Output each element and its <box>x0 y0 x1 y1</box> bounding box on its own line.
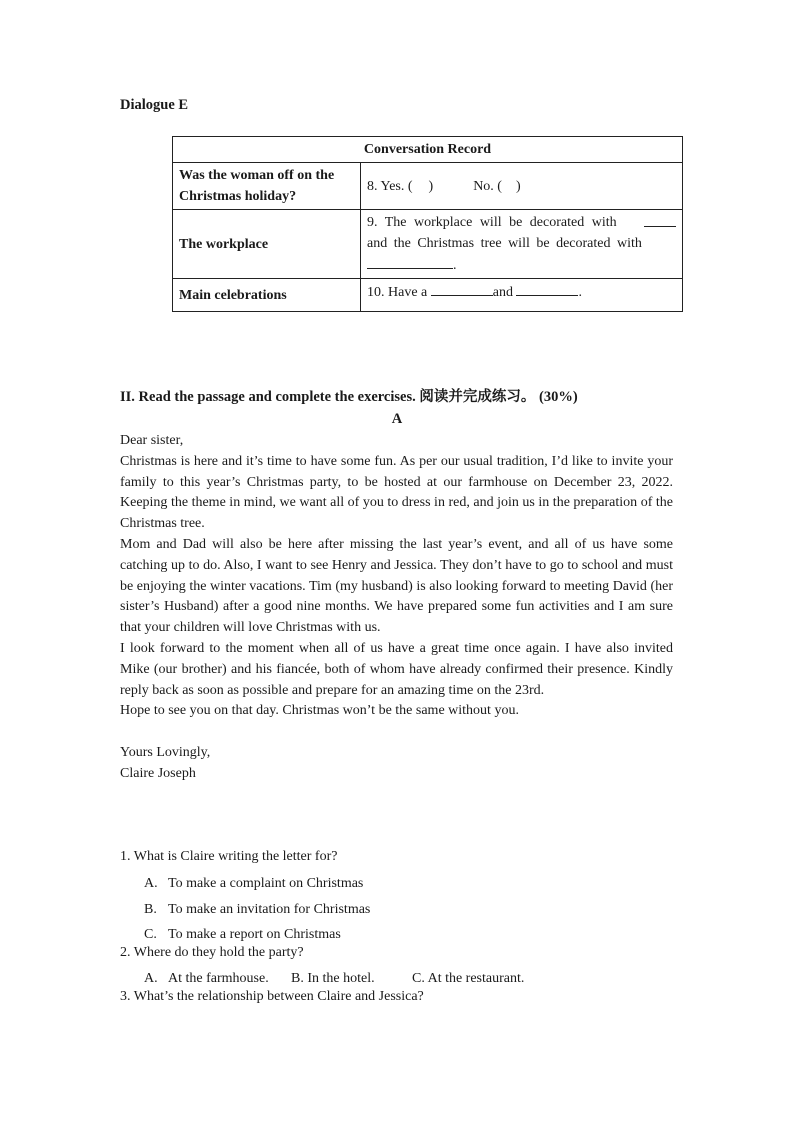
no-close-paren: ) <box>515 178 521 194</box>
row-answer-holiday <box>361 163 683 210</box>
table-row <box>173 163 683 210</box>
option-2a[interactable]: A. At the farmhouse. <box>144 970 269 986</box>
table-header-row <box>173 137 683 163</box>
questions-list <box>120 847 680 1008</box>
question-3: 3. What’s the relationship between Claire and Jessica? <box>120 988 424 1004</box>
row-label-workplace: The workplace <box>173 210 361 279</box>
letter-closing: Yours Lovingly, <box>120 744 211 760</box>
celebrations-period: . <box>578 285 582 300</box>
workplace-period: . <box>453 258 457 273</box>
option-2b[interactable]: B. In the hotel. <box>291 970 375 986</box>
question-1: 1. What is Claire writing the letter for? <box>120 849 338 864</box>
celebrations-and: and <box>492 285 513 300</box>
letter-paragraph-3: I look forward to the moment when all of us have a great time once again. I have also invited Mike (our brother) and his fiancée, both of whom have already confirmed their presence. Kindly reply back as soon as possible and prepare for an amazing time on the 23rd. <box>120 640 673 698</box>
yes-close-paren: ) <box>428 178 434 194</box>
no-option-text: No. ( <box>473 178 502 194</box>
celebrations-blank-1[interactable] <box>431 281 493 296</box>
letter-paragraph-2: Mom and Dad will also be here after missing the last year’s event, and all of us have some catching up to do. Also, I want to see Henry and Jessica. They don’t have to go to school and must be enjoying the winter vacations. Tim (my husband) is also looking forward to meeting David (her sister’s Husband) after a good nine months. We have prepared some fun activities and I am sure that your children will love Christmas with us. <box>120 536 673 636</box>
conversation-record-table <box>172 136 683 312</box>
letter-paragraph-4: Hope to see you on that day. Christmas won’t be the same without you. <box>120 703 519 719</box>
letter-paragraph-1: Christmas is here and it’s time to have some fun. As per our usual tradition, I’d like to invite your family to this year’s Christmas party, to be hosted at our farmhouse on December 23, 2022. Keeping the theme in mind, we want all of you to dress in red, and join us in the preparation of the Christmas tree. <box>120 453 673 532</box>
option-2c[interactable]: C. At the restaurant. <box>412 970 525 986</box>
section-letter: A <box>391 411 403 427</box>
workplace-blank-1[interactable] <box>644 212 676 227</box>
dialogue-title: Dialogue E <box>120 97 189 113</box>
workplace-text-1: 9. The workplace will be decorated with <box>367 215 617 230</box>
section-title: II. Read the passage and complete the exercises. 阅读并完成练习。 (30%) <box>120 389 578 405</box>
celebrations-text-1: 10. Have a <box>367 285 428 300</box>
table-row <box>173 210 683 279</box>
row-label-celebrations: Main celebrations <box>173 279 361 312</box>
yes-option-text: 8. Yes. ( <box>367 178 413 194</box>
letter-signature: Claire Joseph <box>120 765 196 781</box>
table-row <box>173 279 683 312</box>
question-2: 2. Where do they hold the party? <box>120 944 304 960</box>
option-1c[interactable]: C. To make a report on Christmas <box>144 927 341 943</box>
workplace-text-2: and the Christmas tree will be decorated with <box>367 236 642 251</box>
workplace-blank-2[interactable] <box>367 254 453 269</box>
celebrations-blank-2[interactable] <box>516 281 578 296</box>
row-answer-workplace <box>361 210 683 279</box>
row-label-holiday: Was the woman off on the Christmas holiday? <box>173 163 361 210</box>
letter-greeting: Dear sister, <box>120 433 184 448</box>
table-header: Conversation Record <box>173 137 683 163</box>
letter-passage <box>120 431 673 785</box>
option-1a[interactable]: A. To make a complaint on Christmas <box>144 876 364 891</box>
option-1b[interactable]: B. To make an invitation for Christmas <box>144 901 371 917</box>
row-answer-celebrations <box>361 279 683 312</box>
